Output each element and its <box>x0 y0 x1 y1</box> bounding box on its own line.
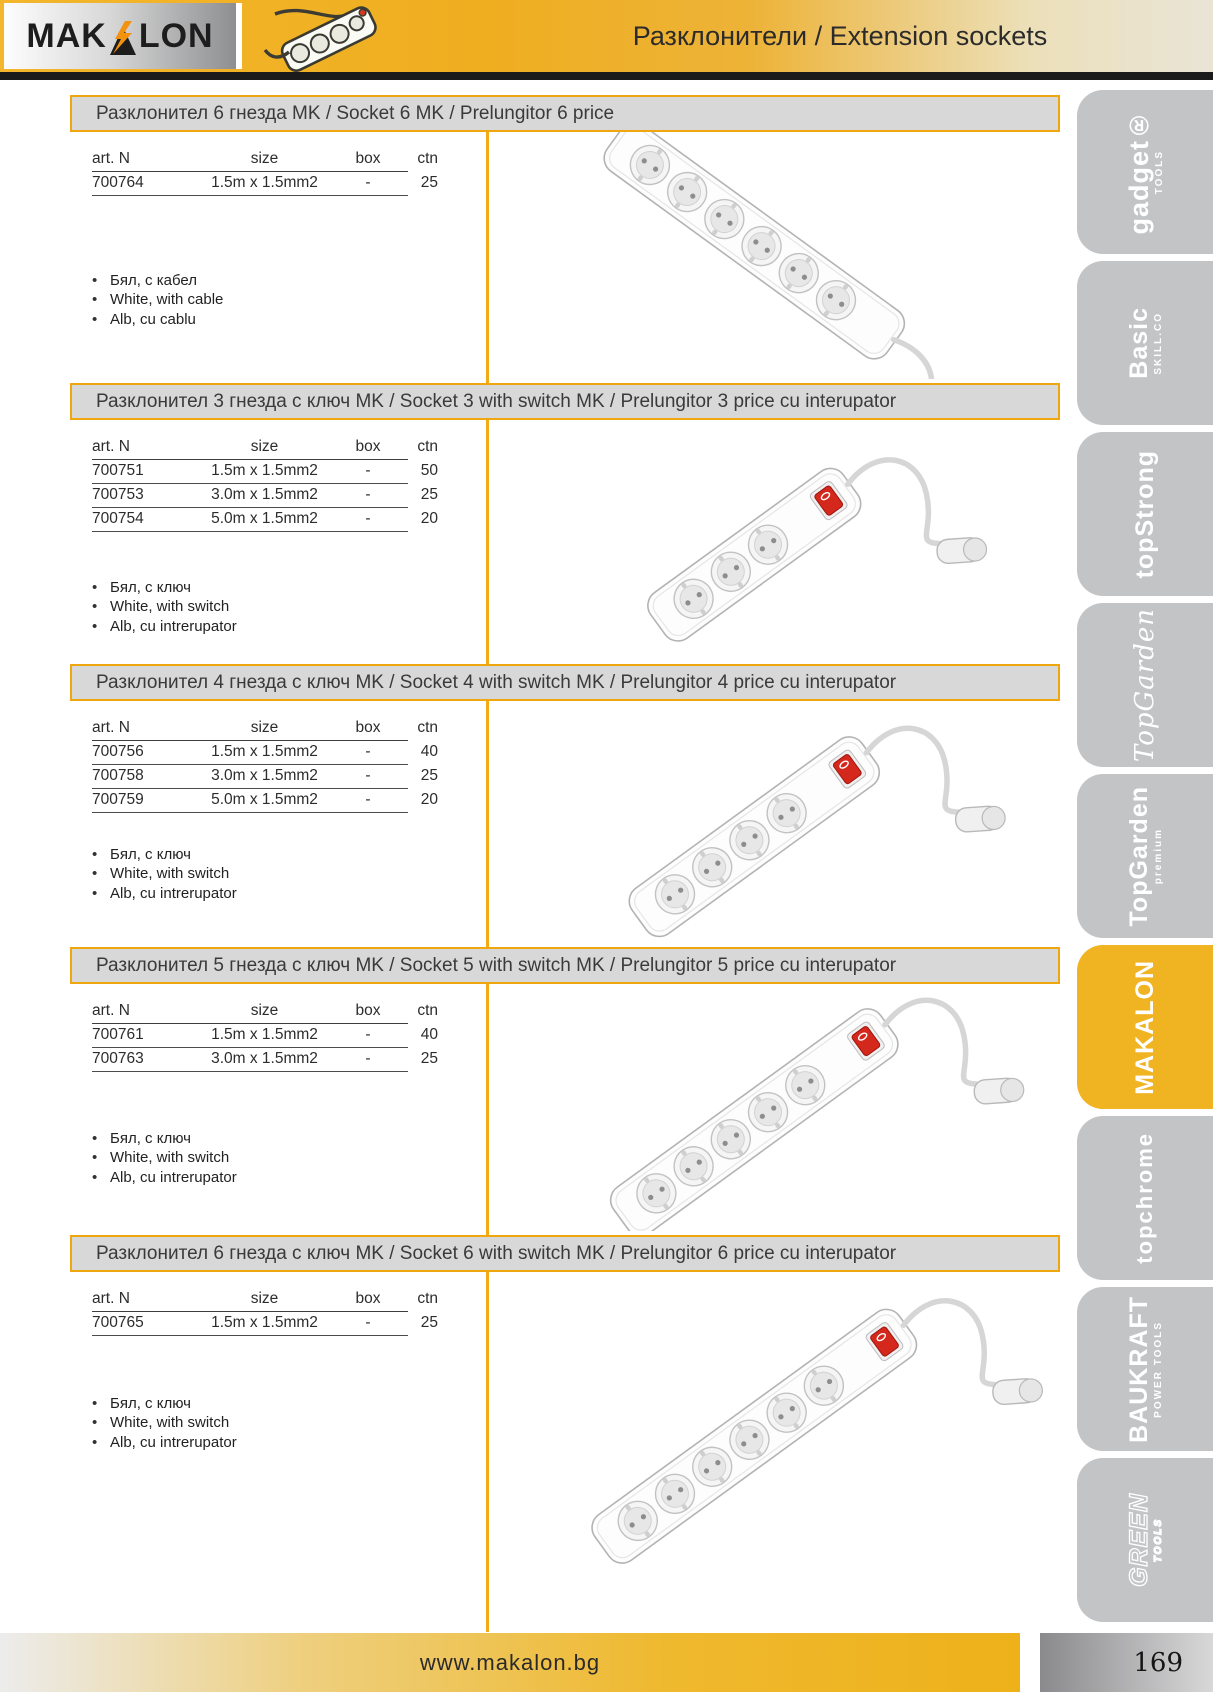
product-section <box>70 95 1060 379</box>
column-header: ctn <box>417 150 438 167</box>
description-item <box>92 310 223 330</box>
table-row <box>92 484 438 508</box>
table-row <box>92 1048 438 1072</box>
spec-table <box>92 436 438 532</box>
column-header: size <box>250 1002 279 1019</box>
description-text: White, with switch <box>110 1149 230 1166</box>
column-header: size <box>250 719 279 736</box>
description-item <box>92 597 237 617</box>
description-item <box>92 884 237 904</box>
bullet-dot: • <box>92 1129 98 1147</box>
column-header: ctn <box>417 1290 438 1307</box>
table-cell: - <box>365 743 371 760</box>
column-header: box <box>355 719 381 736</box>
sidebar-tab-makalon[interactable] <box>1077 945 1213 1109</box>
description-item <box>92 1129 237 1149</box>
table-cell: 700754 <box>92 510 144 527</box>
table-cell: 20 <box>420 510 438 527</box>
product-photo <box>489 1272 1060 1628</box>
column-header: box <box>355 438 381 455</box>
table-cell: 1.5m x 1.5mm2 <box>211 462 318 479</box>
spec-table <box>92 717 438 813</box>
description-item <box>92 1394 237 1414</box>
column-header: size <box>250 438 279 455</box>
table-cell: 40 <box>420 1026 438 1043</box>
spec-column <box>70 1272 486 1628</box>
table-cell: 25 <box>420 174 438 191</box>
table-cell: - <box>365 462 371 479</box>
table-header-row <box>92 436 438 460</box>
column-header: art. N <box>92 1002 130 1019</box>
tab-label: topchrome <box>1132 1132 1157 1264</box>
brand-tabs-sidebar <box>1073 0 1213 1692</box>
tab-sublabel: TOOLS <box>1153 149 1165 195</box>
tab-label: topStrong <box>1130 449 1159 579</box>
header-divider <box>0 72 1213 80</box>
tab-sublabel: POWER TOOLS <box>1152 1320 1164 1418</box>
table-cell: 700759 <box>92 791 144 808</box>
description-list <box>92 1129 237 1188</box>
product-photo <box>489 701 1060 943</box>
spec-table <box>92 1000 438 1072</box>
sidebar-tab-gadget[interactable] <box>1077 90 1213 254</box>
table-cell: 1.5m x 1.5mm2 <box>211 1026 318 1043</box>
description-text: Alb, cu intrerupator <box>110 884 237 902</box>
table-cell: 700753 <box>92 486 144 503</box>
description-item <box>92 617 237 637</box>
sidebar-tab-topgarden[interactable] <box>1077 774 1213 938</box>
table-header-row <box>92 1000 438 1024</box>
sidebar-tab-topstrong[interactable] <box>1077 432 1213 596</box>
bullet-dot: • <box>92 271 98 289</box>
footer-band <box>0 1633 1020 1692</box>
description-text: White, with cable <box>110 291 224 308</box>
table-cell: 20 <box>420 791 438 808</box>
table-cell: - <box>365 174 371 191</box>
bullet-dot: • <box>92 1414 98 1431</box>
table-row <box>92 789 438 813</box>
description-item <box>92 290 223 310</box>
table-row <box>92 1024 438 1048</box>
bullet-dot: • <box>92 291 98 308</box>
description-item <box>92 1433 237 1453</box>
product-section <box>70 1235 1060 1628</box>
section-content <box>70 701 1060 943</box>
table-cell: - <box>365 1314 371 1331</box>
description-text: Бял, с ключ <box>110 578 191 596</box>
power-strip-icon <box>255 0 405 72</box>
description-text: Alb, cu intrerupator <box>110 1168 237 1186</box>
bullet-dot: • <box>92 310 98 328</box>
spec-column <box>70 701 486 943</box>
table-cell: 700758 <box>92 767 144 784</box>
table-cell: 3.0m x 1.5mm2 <box>211 1050 318 1067</box>
description-item <box>92 1168 237 1188</box>
section-content <box>70 420 1060 660</box>
lightning-bolt-icon <box>108 21 138 57</box>
section-content <box>70 132 1060 379</box>
column-header: ctn <box>417 719 438 736</box>
bullet-dot: • <box>92 1394 98 1412</box>
bullet-dot: • <box>92 1168 98 1186</box>
description-text: Бял, с кабел <box>110 271 197 289</box>
sidebar-tab-green[interactable] <box>1077 1458 1213 1622</box>
table-cell: - <box>365 510 371 527</box>
tab-label: gadget® <box>1123 109 1154 235</box>
section-title: Разклонител 3 гнезда с ключ MK / Socket 3 with switch MK / Prelungitor 3 price cu interupator <box>70 383 1060 420</box>
footer-page-block <box>1040 1633 1213 1692</box>
description-list <box>92 578 237 637</box>
table-row <box>92 508 438 532</box>
table-row <box>92 1312 438 1336</box>
tab-sublabel: premium <box>1152 827 1164 885</box>
description-text: Alb, cu intrerupator <box>110 617 237 635</box>
description-item <box>92 864 237 884</box>
table-cell: 1.5m x 1.5mm2 <box>211 743 318 760</box>
column-header: box <box>355 150 381 167</box>
section-content <box>70 1272 1060 1628</box>
sidebar-tab-basic[interactable] <box>1077 261 1213 425</box>
description-item <box>92 578 237 598</box>
table-cell: - <box>365 486 371 503</box>
spec-column <box>70 984 486 1231</box>
tab-label: TopGarden <box>1130 607 1160 763</box>
logo-right: LON <box>138 16 214 55</box>
table-cell: 700761 <box>92 1026 144 1043</box>
table-cell: 50 <box>420 462 438 479</box>
table-row <box>92 741 438 765</box>
bullet-dot: • <box>92 884 98 902</box>
table-row <box>92 765 438 789</box>
column-header: art. N <box>92 150 130 167</box>
table-cell: 5.0m x 1.5mm2 <box>211 510 318 527</box>
column-header: box <box>355 1002 381 1019</box>
tab-label: MAKALON <box>1130 959 1159 1095</box>
table-cell: 3.0m x 1.5mm2 <box>211 486 318 503</box>
table-cell: 700756 <box>92 743 144 760</box>
table-cell: 700765 <box>92 1314 144 1331</box>
tab-sublabel: SKILL.CO <box>1152 311 1164 375</box>
description-list <box>92 271 223 330</box>
description-text: White, with switch <box>110 865 230 882</box>
description-text: Alb, cu intrerupator <box>110 1433 237 1451</box>
table-cell: 700763 <box>92 1050 144 1067</box>
spec-column <box>70 132 486 379</box>
product-section <box>70 947 1060 1231</box>
table-header-row <box>92 1288 438 1312</box>
description-list <box>92 1394 237 1453</box>
column-header: ctn <box>417 438 438 455</box>
bullet-dot: • <box>92 598 98 615</box>
description-text: Бял, с ключ <box>110 1129 191 1147</box>
makalon-logo-text <box>26 17 213 56</box>
description-item <box>92 1413 237 1433</box>
description-text: Бял, с ключ <box>110 1394 191 1412</box>
sidebar-tab-topgarden[interactable] <box>1077 603 1213 767</box>
bullet-dot: • <box>92 617 98 635</box>
table-cell: 1.5m x 1.5mm2 <box>211 1314 318 1331</box>
column-header: art. N <box>92 438 130 455</box>
description-text: White, with switch <box>110 598 230 615</box>
table-cell: - <box>365 767 371 784</box>
tab-label: GREEN <box>1124 1493 1153 1587</box>
column-header: ctn <box>417 1002 438 1019</box>
section-title: Разклонител 4 гнезда с ключ MK / Socket 4 with switch MK / Prelungitor 4 price cu interupator <box>70 664 1060 701</box>
table-header-row <box>92 717 438 741</box>
page-title: Разклонители / Extension sockets <box>632 20 1048 51</box>
column-header: box <box>355 1290 381 1307</box>
table-cell: 3.0m x 1.5mm2 <box>211 767 318 784</box>
description-item <box>92 845 237 865</box>
section-content <box>70 984 1060 1231</box>
page-header <box>0 0 1213 72</box>
spec-table <box>92 1288 438 1336</box>
page-number: 169 <box>1133 1647 1183 1678</box>
bullet-dot: • <box>92 1149 98 1166</box>
table-header-row <box>92 148 438 172</box>
section-title: Разклонител 6 гнезда с ключ MK / Socket 6 with switch MK / Prelungitor 6 price cu interupator <box>70 1235 1060 1272</box>
table-cell: 25 <box>420 767 438 784</box>
bullet-dot: • <box>92 845 98 863</box>
section-title: Разклонител 5 гнезда с ключ MK / Socket 5 with switch MK / Prelungitor 5 price cu interupator <box>70 947 1060 984</box>
tab-label: BAUKRAFT <box>1124 1295 1153 1443</box>
product-photo <box>489 420 1060 660</box>
column-header: size <box>250 150 279 167</box>
section-title: Разклонител 6 гнезда MK / Socket 6 MK / Prelungitor 6 price <box>70 95 1060 132</box>
description-item <box>92 1148 237 1168</box>
column-header: art. N <box>92 719 130 736</box>
tab-label: TopGarden <box>1124 785 1153 927</box>
bullet-dot: • <box>92 865 98 882</box>
description-text: Бял, с ключ <box>110 845 191 863</box>
tab-sublabel: TOOLS <box>1152 1517 1164 1563</box>
table-cell: 25 <box>420 486 438 503</box>
sidebar-tab-baukraft[interactable] <box>1077 1287 1213 1451</box>
table-cell: 1.5m x 1.5mm2 <box>211 174 318 191</box>
product-section <box>70 664 1060 943</box>
bullet-dot: • <box>92 578 98 596</box>
description-text: Alb, cu cablu <box>110 310 196 328</box>
description-text: White, with switch <box>110 1414 230 1431</box>
logo-left: MAK <box>26 16 107 55</box>
makalon-logo <box>4 3 242 69</box>
spec-table <box>92 148 438 196</box>
sidebar-tab-topchrome[interactable] <box>1077 1116 1213 1280</box>
table-cell: 25 <box>420 1050 438 1067</box>
product-section <box>70 383 1060 660</box>
column-header: size <box>250 1290 279 1307</box>
product-photo <box>489 132 1060 379</box>
tab-label: Basic <box>1124 307 1153 379</box>
table-cell: 700751 <box>92 462 144 479</box>
table-cell: 700764 <box>92 174 144 191</box>
product-photo <box>489 984 1060 1231</box>
description-list <box>92 845 237 904</box>
table-row <box>92 172 438 196</box>
table-row <box>92 460 438 484</box>
table-cell: 5.0m x 1.5mm2 <box>211 791 318 808</box>
table-cell: - <box>365 1026 371 1043</box>
bullet-dot: • <box>92 1433 98 1451</box>
description-item <box>92 271 223 291</box>
website-url[interactable]: www.makalon.bg <box>419 1649 601 1675</box>
table-cell: - <box>365 1050 371 1067</box>
spec-column <box>70 420 486 660</box>
column-header: art. N <box>92 1290 130 1307</box>
table-cell: 40 <box>420 743 438 760</box>
table-cell: - <box>365 791 371 808</box>
table-cell: 25 <box>420 1314 438 1331</box>
